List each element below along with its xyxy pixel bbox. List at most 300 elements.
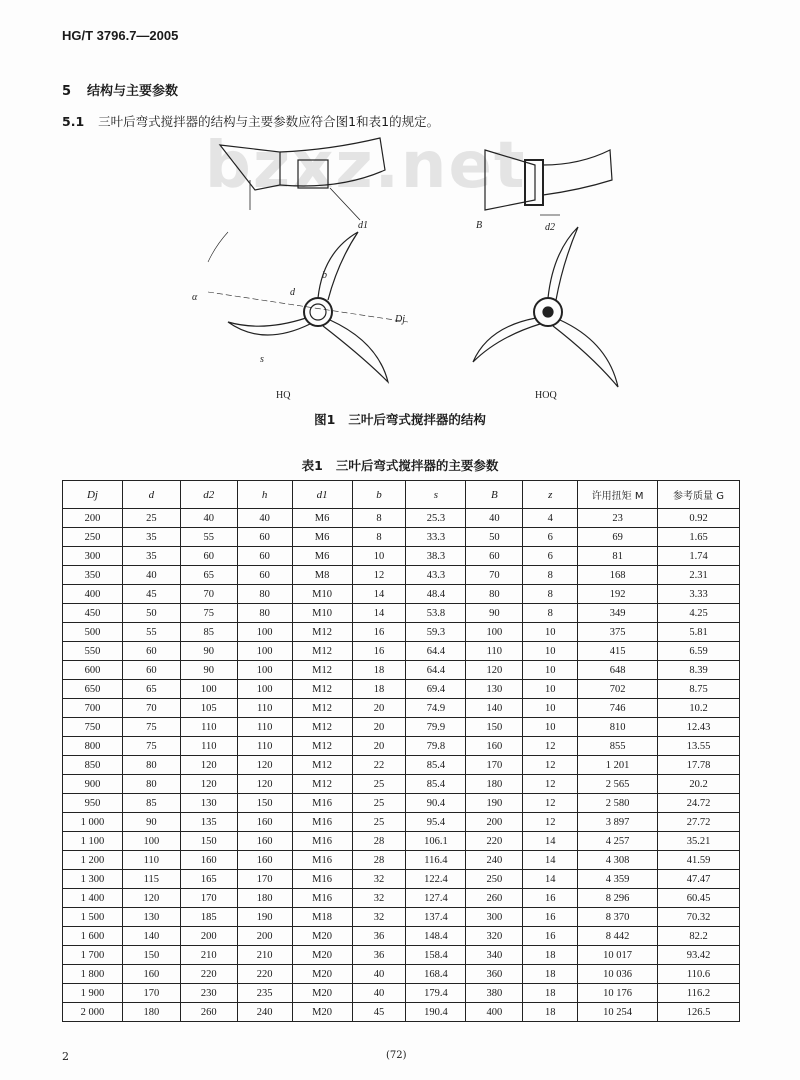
table-row (63, 623, 740, 642)
table-cell: 10 176 (578, 984, 658, 1003)
table-cell: 2 580 (578, 794, 658, 813)
table-row (63, 889, 740, 908)
table-cell: 8 442 (578, 927, 658, 946)
label-b: b (322, 270, 327, 281)
table-cell: 648 (578, 661, 658, 680)
table-cell: 230 (180, 984, 237, 1003)
clause-number: 5.1 (62, 114, 85, 129)
table-cell: 190.4 (406, 1003, 466, 1022)
table-cell: 14 (523, 870, 578, 889)
table-row (63, 775, 740, 794)
table-cell: 415 (578, 642, 658, 661)
table-cell: 23 (578, 509, 658, 528)
table-cell: 800 (63, 737, 123, 756)
table-cell: 160 (180, 851, 237, 870)
table-cell: 70 (180, 585, 237, 604)
label-d1: d1 (358, 220, 368, 231)
table-cell: 340 (466, 946, 523, 965)
table-cell: 74.9 (406, 699, 466, 718)
table-cell: 210 (180, 946, 237, 965)
table-cell: 320 (466, 927, 523, 946)
table-cell: 8 (352, 528, 406, 547)
table-cell: 550 (63, 642, 123, 661)
table-cell: 1 300 (63, 870, 123, 889)
table-cell: M10 (292, 604, 352, 623)
table-cell: 35.21 (658, 832, 740, 851)
table-cell: 746 (578, 699, 658, 718)
label-s: s (260, 354, 264, 365)
table-row (63, 1003, 740, 1022)
table-cell: 41.59 (658, 851, 740, 870)
table-cell: 4 257 (578, 832, 658, 851)
table-cell: 1 200 (63, 851, 123, 870)
table-row (63, 566, 740, 585)
table-cell: 40 (352, 984, 406, 1003)
table-cell: 75 (122, 737, 180, 756)
table-cell: 16 (352, 642, 406, 661)
table-cell: 6.59 (658, 642, 740, 661)
table-cell: 50 (466, 528, 523, 547)
table-row (63, 813, 740, 832)
table-cell: 60 (237, 566, 292, 585)
table-cell: 40 (466, 509, 523, 528)
table-cell: 12 (523, 813, 578, 832)
table-cell: 100 (122, 832, 180, 851)
table-cell: 45 (122, 585, 180, 604)
table-cell: 10 (523, 699, 578, 718)
table-cell: 48.4 (406, 585, 466, 604)
table-cell: M12 (292, 756, 352, 775)
table-cell: 10 (523, 623, 578, 642)
table-cell: M6 (292, 528, 352, 547)
table-cell: 200 (466, 813, 523, 832)
table-cell: 150 (466, 718, 523, 737)
table-cell: 16 (523, 908, 578, 927)
impeller-figure (180, 130, 640, 400)
table-cell: 8 296 (578, 889, 658, 908)
table-cell: 10 (523, 661, 578, 680)
table-cell: 64.4 (406, 661, 466, 680)
table-cell: 80 (122, 775, 180, 794)
table-cell: M16 (292, 870, 352, 889)
table-row (63, 946, 740, 965)
table-cell: 158.4 (406, 946, 466, 965)
table-cell: M20 (292, 1003, 352, 1022)
table-cell: 110 (237, 737, 292, 756)
table-cell: 127.4 (406, 889, 466, 908)
column-header: d (122, 481, 180, 509)
table-cell: 2 565 (578, 775, 658, 794)
table-cell: 179.4 (406, 984, 466, 1003)
table-cell: 60 (237, 528, 292, 547)
column-header: h (237, 481, 292, 509)
column-header: 许用扭矩 M (578, 481, 658, 509)
table-cell: 1 900 (63, 984, 123, 1003)
table-cell: 60 (466, 547, 523, 566)
table-cell: 85 (122, 794, 180, 813)
table-cell: 185 (180, 908, 237, 927)
table-cell: 10 017 (578, 946, 658, 965)
table-cell: 1.65 (658, 528, 740, 547)
table-cell: 260 (180, 1003, 237, 1022)
table-cell: 60 (122, 661, 180, 680)
table-cell: 2.31 (658, 566, 740, 585)
table-row (63, 585, 740, 604)
table-cell: 8.39 (658, 661, 740, 680)
section-heading (62, 80, 178, 99)
table-cell: 14 (523, 851, 578, 870)
table-cell: 160 (237, 813, 292, 832)
table-cell: 60 (237, 547, 292, 566)
label-hoq: HOQ (535, 390, 557, 400)
label-d2: d2 (545, 222, 555, 233)
table-cell: 18 (523, 965, 578, 984)
table-cell: 38.3 (406, 547, 466, 566)
hq-impeller-top-view (208, 232, 408, 382)
column-header: Dj (63, 481, 123, 509)
table-cell: 80 (466, 585, 523, 604)
table-cell: 50 (122, 604, 180, 623)
table-cell: 16 (523, 889, 578, 908)
table-cell: M12 (292, 775, 352, 794)
table-cell: 59.3 (406, 623, 466, 642)
column-header: B (466, 481, 523, 509)
table-cell: 220 (466, 832, 523, 851)
table-cell: M6 (292, 509, 352, 528)
table-cell: 180 (237, 889, 292, 908)
table-cell: 116.4 (406, 851, 466, 870)
table-cell: 35 (122, 528, 180, 547)
table-cell: 40 (122, 566, 180, 585)
table-cell: 105 (180, 699, 237, 718)
table-cell: 110 (466, 642, 523, 661)
table-cell: 1 201 (578, 756, 658, 775)
table-cell: 235 (237, 984, 292, 1003)
table-cell: 69 (578, 528, 658, 547)
label-d: d (290, 287, 295, 298)
table-cell: 137.4 (406, 908, 466, 927)
table-cell: 70 (122, 699, 180, 718)
table-cell: M20 (292, 946, 352, 965)
table-cell: 90 (122, 813, 180, 832)
table-cell: 450 (63, 604, 123, 623)
table-cell: 12 (523, 775, 578, 794)
table-cell: M20 (292, 965, 352, 984)
table-cell: 28 (352, 851, 406, 870)
table-cell: 85 (180, 623, 237, 642)
table-cell: 2 000 (63, 1003, 123, 1022)
table-cell: 40 (180, 509, 237, 528)
table-cell: 130 (122, 908, 180, 927)
table-cell: 4 359 (578, 870, 658, 889)
figure-number: 图1 (314, 412, 336, 427)
table-cell: 950 (63, 794, 123, 813)
table-header-row (63, 481, 740, 509)
table-cell: 855 (578, 737, 658, 756)
table-cell: 20 (352, 737, 406, 756)
table-cell: 170 (180, 889, 237, 908)
parameters-table (62, 480, 740, 1022)
hq-blade-side-view (220, 138, 385, 220)
table-cell: 130 (466, 680, 523, 699)
table-cell: 120 (237, 756, 292, 775)
table-cell: 1 600 (63, 927, 123, 946)
table-cell: 70.32 (658, 908, 740, 927)
table-number: 表1 (301, 458, 323, 473)
section-title: 结构与主要参数 (87, 84, 179, 99)
table-cell: 110 (180, 718, 237, 737)
table-cell: 220 (237, 965, 292, 984)
table-cell: 115 (122, 870, 180, 889)
table-cell: 12 (523, 756, 578, 775)
table-cell: 25 (352, 813, 406, 832)
table-cell: 25 (352, 794, 406, 813)
table-cell: 900 (63, 775, 123, 794)
table-cell: 170 (466, 756, 523, 775)
table-cell: 20 (352, 718, 406, 737)
table-cell: 160 (466, 737, 523, 756)
table-cell: 47.47 (658, 870, 740, 889)
table-cell: 0.92 (658, 509, 740, 528)
table-cell: 116.2 (658, 984, 740, 1003)
table-cell: M12 (292, 661, 352, 680)
table-cell: 1 800 (63, 965, 123, 984)
table-cell: 350 (63, 566, 123, 585)
table-cell: 165 (180, 870, 237, 889)
table-row (63, 642, 740, 661)
clause-text: 三叶后弯式搅拌器的结构与主要参数应符合图1和表1的规定。 (98, 114, 440, 129)
table-cell: 600 (63, 661, 123, 680)
table-cell: 168 (578, 566, 658, 585)
table-row (63, 927, 740, 946)
table-cell: 40 (237, 509, 292, 528)
table-cell: 130 (180, 794, 237, 813)
table-cell: 90 (180, 642, 237, 661)
table-cell: 3 897 (578, 813, 658, 832)
table-cell: 70 (466, 566, 523, 585)
table-cell: 55 (122, 623, 180, 642)
table-cell: 60 (122, 642, 180, 661)
hoq-blade-side-view (485, 150, 612, 215)
table-cell: 12 (523, 794, 578, 813)
table-row (63, 547, 740, 566)
table-cell: M16 (292, 813, 352, 832)
table-cell: 300 (63, 547, 123, 566)
table-cell: 93.42 (658, 946, 740, 965)
table-cell: 4 (523, 509, 578, 528)
table-cell: 349 (578, 604, 658, 623)
section-number: 5 (62, 84, 72, 99)
clause-paragraph (62, 112, 439, 130)
table-cell: 25 (122, 509, 180, 528)
table-cell: 53.8 (406, 604, 466, 623)
table-cell: 16 (523, 927, 578, 946)
table-cell: 40 (352, 965, 406, 984)
table-cell: 13.55 (658, 737, 740, 756)
table-cell: 110 (237, 699, 292, 718)
table-cell: 10 254 (578, 1003, 658, 1022)
table-cell: 12 (352, 566, 406, 585)
table-row (63, 509, 740, 528)
table-row (63, 680, 740, 699)
table-cell: M12 (292, 737, 352, 756)
table-cell: 8 370 (578, 908, 658, 927)
table-cell: 3.33 (658, 585, 740, 604)
table-cell: 200 (63, 509, 123, 528)
table-cell: 8 (523, 604, 578, 623)
table-cell: 180 (466, 775, 523, 794)
table-cell: 260 (466, 889, 523, 908)
table-cell: 10.2 (658, 699, 740, 718)
table-cell: 75 (180, 604, 237, 623)
table-cell: 240 (237, 1003, 292, 1022)
table-cell: 1 500 (63, 908, 123, 927)
table-cell: 35 (122, 547, 180, 566)
table-cell: 160 (237, 851, 292, 870)
table-cell: 32 (352, 908, 406, 927)
table-cell: 6 (523, 528, 578, 547)
table-title: 三叶后弯式搅拌器的主要参数 (335, 458, 499, 473)
table-cell: M6 (292, 547, 352, 566)
table-cell: 8 (523, 566, 578, 585)
table-row (63, 908, 740, 927)
table-cell: 160 (237, 832, 292, 851)
table-cell: 81 (578, 547, 658, 566)
table-cell: 8.75 (658, 680, 740, 699)
table-cell: 18 (352, 661, 406, 680)
table-cell: 1 700 (63, 946, 123, 965)
table-cell: 10 (523, 718, 578, 737)
table-cell: 65 (122, 680, 180, 699)
table-cell: 20 (352, 699, 406, 718)
table-cell: 120 (180, 756, 237, 775)
table-row (63, 718, 740, 737)
table-cell: 25 (352, 775, 406, 794)
table-cell: M18 (292, 908, 352, 927)
table-cell: 192 (578, 585, 658, 604)
table-cell: 180 (122, 1003, 180, 1022)
table-cell: 27.72 (658, 813, 740, 832)
table-cell: 90.4 (406, 794, 466, 813)
table-cell: 80 (122, 756, 180, 775)
table-cell: 12.43 (658, 718, 740, 737)
table-cell: 18 (523, 1003, 578, 1022)
table-cell: 100 (237, 680, 292, 699)
table-cell: 1 100 (63, 832, 123, 851)
table-cell: 69.4 (406, 680, 466, 699)
table-cell: 20.2 (658, 775, 740, 794)
table-cell: 32 (352, 889, 406, 908)
table-cell: 168.4 (406, 965, 466, 984)
page-reference: (72) (386, 1050, 407, 1061)
table-cell: 380 (466, 984, 523, 1003)
table-cell: 90 (466, 604, 523, 623)
table-cell: 120 (180, 775, 237, 794)
table-row (63, 794, 740, 813)
table-cell: 500 (63, 623, 123, 642)
table-cell: 120 (237, 775, 292, 794)
table-cell: 8 (523, 585, 578, 604)
table-cell: 650 (63, 680, 123, 699)
table-cell: 16 (352, 623, 406, 642)
table-cell: 170 (237, 870, 292, 889)
table-cell: M12 (292, 680, 352, 699)
table-cell: 85.4 (406, 775, 466, 794)
table-cell: 240 (466, 851, 523, 870)
table-cell: 200 (237, 927, 292, 946)
table-cell: M20 (292, 927, 352, 946)
table-cell: 80 (237, 585, 292, 604)
table-cell: 300 (466, 908, 523, 927)
table-cell: 65 (180, 566, 237, 585)
table-cell: M16 (292, 794, 352, 813)
table-cell: 150 (122, 946, 180, 965)
table-cell: 24.72 (658, 794, 740, 813)
table-cell: 110.6 (658, 965, 740, 984)
column-header: z (523, 481, 578, 509)
table-cell: M20 (292, 984, 352, 1003)
table-cell: 36 (352, 946, 406, 965)
table-cell: 10 036 (578, 965, 658, 984)
table-cell: 8 (352, 509, 406, 528)
table-cell: 110 (122, 851, 180, 870)
table-row (63, 699, 740, 718)
table-cell: 4.25 (658, 604, 740, 623)
table-cell: 210 (237, 946, 292, 965)
table-cell: 33.3 (406, 528, 466, 547)
column-header: d1 (292, 481, 352, 509)
table-cell: 14 (523, 832, 578, 851)
table-cell: 75 (122, 718, 180, 737)
table-cell: 80 (237, 604, 292, 623)
table-cell: 60 (180, 547, 237, 566)
table-cell: 702 (578, 680, 658, 699)
table-cell: 150 (237, 794, 292, 813)
label-alpha: α (192, 292, 198, 303)
table-row (63, 756, 740, 775)
table-cell: 10 (352, 547, 406, 566)
table-cell: 148.4 (406, 927, 466, 946)
table-cell: 190 (466, 794, 523, 813)
table-cell: 85.4 (406, 756, 466, 775)
table-cell: 22 (352, 756, 406, 775)
column-header: b (352, 481, 406, 509)
table-cell: 250 (63, 528, 123, 547)
table-cell: M12 (292, 623, 352, 642)
table-row (63, 984, 740, 1003)
table-cell: 95.4 (406, 813, 466, 832)
table-cell: M12 (292, 642, 352, 661)
table-cell: 810 (578, 718, 658, 737)
table-cell: 79.8 (406, 737, 466, 756)
table-cell: 14 (352, 585, 406, 604)
figure-caption (0, 410, 800, 428)
table-cell: 122.4 (406, 870, 466, 889)
table-cell: 220 (180, 965, 237, 984)
table-cell: 250 (466, 870, 523, 889)
table-cell: 5.81 (658, 623, 740, 642)
table-cell: 4 308 (578, 851, 658, 870)
table-cell: 100 (466, 623, 523, 642)
table-row (63, 737, 740, 756)
figure-title: 三叶后弯式搅拌器的结构 (348, 412, 486, 427)
table-cell: 79.9 (406, 718, 466, 737)
page-number: 2 (62, 1050, 69, 1063)
table-cell: 25.3 (406, 509, 466, 528)
standard-number: HG/T 3796.7—2005 (62, 28, 179, 43)
table-cell: 1 400 (63, 889, 123, 908)
table-cell: 750 (63, 718, 123, 737)
